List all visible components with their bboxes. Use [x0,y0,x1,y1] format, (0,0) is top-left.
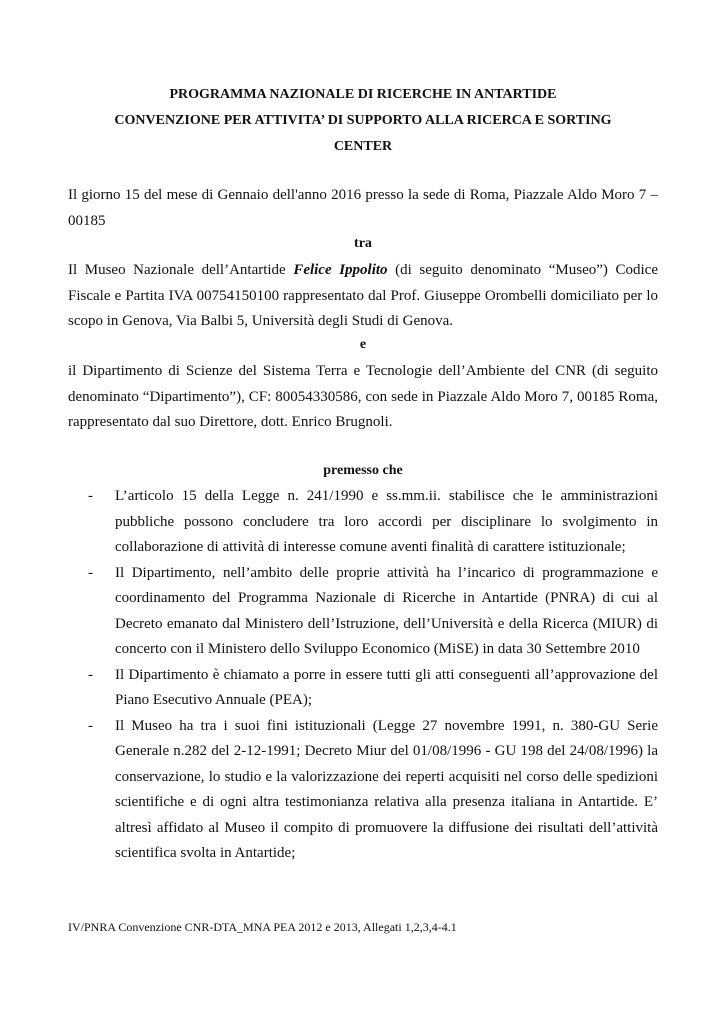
list-item-text: Il Museo ha tra i suoi fini istituzionali (Legge 27 novembre 1991, n. 380-GU Serie Generale n.282 del 2-12-1991; Decreto Miur del 01/08/1996 - GU 198 del 24/08/1996) la conservazione, lo studio e la valorizzazione dei reperti acquisiti nel corso delle spedizioni scientifiche e di ogni altra testimonianza relativa alla presenza italiana in Antartide. E’ altresì affidato al Museo il compito di promuovere la diffusione dei risultati dell’attività scientifica svolta in Antartide; [115,717,658,861]
list-item [68,484,658,561]
museo-text-before: Il Museo Nazionale dell’Antartide [68,262,294,278]
list-item [68,714,658,867]
list-item-text: Il Dipartimento è chiamato a porre in essere tutti gli atti conseguenti all’approvazione del Piano Esecutivo Annuale (PEA); [115,666,658,708]
museo-name: Felice Ippolito [293,262,388,278]
museo-paragraph [68,258,658,335]
list-item-text: L’articolo 15 della Legge n. 241/1990 e ss.mm.ii. stabilisce che le amministrazioni pubbliche possono concludere tra loro accordi per disciplinare lo svolgimento in collaborazione di attività di interesse comune aventi finalità di carattere istituzionale; [115,488,658,555]
list-item-text: Il Dipartimento, nell’ambito delle proprie attività ha l’incarico di programmazione e coordinamento del Programma Nazionale di Ricerche in Antartide (PNRA) di cui al Decreto emanato dal Ministero dell’Istruzione, dell’Università e della Ricerca (MIUR) di concerto con il Ministero dello Sviluppo Economico (MiSE) in data 30 Settembre 2010 [115,564,658,657]
bullet-dash: - [88,666,93,683]
tra-heading: tra [354,236,372,251]
page-footer: IV/PNRA Convenzione CNR-DTA_MNA PEA 2012 e 2013, Allegati 1,2,3,4-4.1 [68,920,457,934]
premesso-heading: premesso che [323,463,403,478]
list-item [68,663,658,714]
bullet-dash: - [88,717,93,734]
bullet-dash: - [88,488,93,504]
premesso-list [68,484,658,867]
list-item [68,561,658,663]
e-heading: e [359,337,367,352]
title-line-2: CONVENZIONE PER ATTIVITA’ DI SUPPORTO ALLA RICERCA E SORTING [114,113,612,128]
dipartimento-paragraph: il Dipartimento di Scienze del Sistema Terra e Tecnologie dell’Ambiente del CNR (di seguito denominato “Dipartimento”), CF: 80054330586, con sede in Piazzale Aldo Moro 7, 00185 Roma, rappresentato dal suo Direttore, dott. Enrico Brugnoli. [68,363,658,430]
museo-text-after: (di seguito denominato “Museo”) Codice Fiscale e Partita IVA 00754150100 rappresentato dal Prof. Giuseppe Orombelli domiciliato per lo scopo in Genova, Via Balbi 5, Università degli Studi di Genova. [68,262,658,329]
bullet-dash: - [88,564,93,581]
intro-paragraph: Il giorno 15 del mese di Gennaio dell'anno 2016 presso la sede di Roma, Piazzale Aldo Moro 7 – 00185 [68,187,658,229]
title-line-1: PROGRAMMA NAZIONALE DI RICERCHE IN ANTARTIDE [169,87,557,102]
title-line-3: CENTER [333,139,393,154]
document-title [68,82,658,160]
